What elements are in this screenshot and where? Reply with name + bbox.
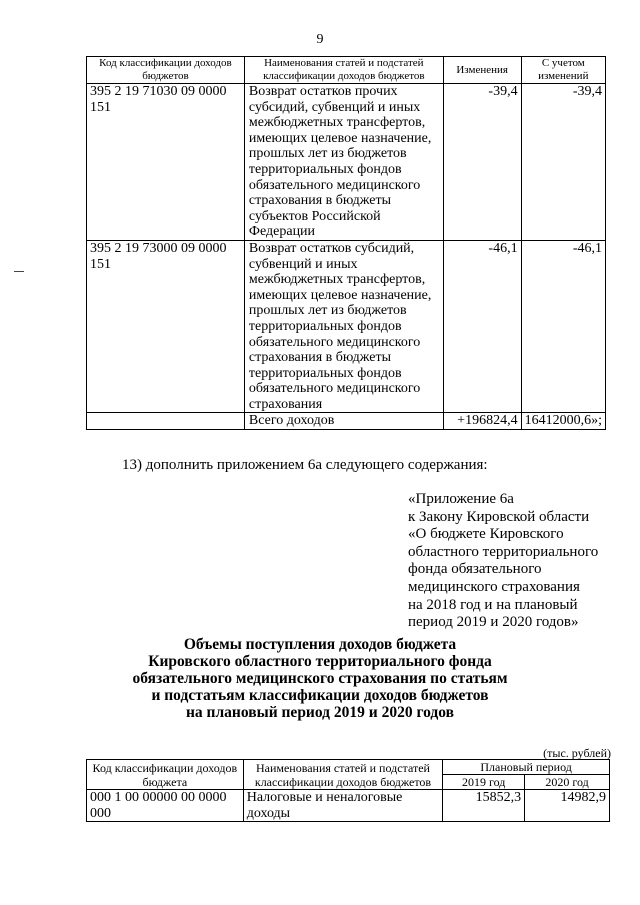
row-code: 395 2 19 73000 09 0000 151 <box>87 240 245 413</box>
unit-label: (тыс. рублей) <box>543 746 611 760</box>
planned-revenue-table <box>86 759 610 822</box>
table-row <box>87 84 606 241</box>
table-header-row <box>87 57 606 84</box>
header-year-2020: 2020 год <box>525 775 610 790</box>
header-with-change: С учетом изменений <box>521 57 605 84</box>
title-line: обязательного медицинского страхования по статьям <box>132 670 508 687</box>
row-with-change: -46,1 <box>521 240 605 413</box>
margin-mark <box>14 271 24 272</box>
appendix-line: период 2019 и 2020 годов» <box>408 614 579 631</box>
row-change: -39,4 <box>443 84 521 241</box>
appendix-line: медицинского страхования <box>408 578 580 595</box>
appendix-line: к Закону Кировской области <box>408 508 590 525</box>
header-period: Плановый период <box>443 760 610 775</box>
header-name: Наименования статей и подстатей классификации доходов бюджетов <box>244 57 443 84</box>
row-name: Возврат остатков прочих субсидий, субвенций и иных межбюджетных трансфертов, имеющих целевое назначение, прошлых лет из бюджетов территориальных фондов обязательного медицинского страхования в бюджеты субъектов Российской Федерации <box>244 84 443 241</box>
row-year-2020: 14982,9 <box>525 790 610 822</box>
amendment-paragraph: 13) дополнить приложением 6а следующего содержания: <box>122 457 488 473</box>
table-header-row <box>87 760 610 775</box>
title-line: и подстатьям классификации доходов бюджетов <box>151 687 489 704</box>
total-change: +196824,4 <box>443 413 521 430</box>
header-name: Наименования статей и подстатей классификации доходов бюджетов <box>243 760 443 790</box>
title-line: на плановый период 2019 и 2020 годов <box>186 704 454 721</box>
appendix-line: фонда обязательного <box>408 561 542 578</box>
title-line: Кировского областного территориального фонда <box>148 653 492 670</box>
total-row <box>87 413 606 430</box>
header-code: Код классификации доходов бюджетов <box>87 57 245 84</box>
page-number: 9 <box>316 32 324 47</box>
header-code: Код классификации доходов бюджета <box>87 760 244 790</box>
row-name: Возврат остатков субсидий, субвенций и иных межбюджетных трансфертов, имеющих целевое назначение, прошлых лет из бюджетов территориальных фондов обязательного медицинского страхования в бюджеты территориальных фондов обязательного медицинского страхования <box>244 240 443 413</box>
total-empty-cell <box>87 413 245 430</box>
revenue-changes-table <box>86 56 606 430</box>
appendix-line: «О бюджете Кировского <box>408 526 564 543</box>
header-change: Изменения <box>443 57 521 84</box>
appendix-reference <box>408 491 598 632</box>
row-with-change: -39,4 <box>521 84 605 241</box>
total-label: Всего доходов <box>244 413 443 430</box>
row-code: 000 1 00 00000 00 0000 000 <box>87 790 244 822</box>
row-change: -46,1 <box>443 240 521 413</box>
row-year-2019: 15852,3 <box>443 790 525 822</box>
table-row <box>87 790 610 822</box>
row-name: Налоговые и неналоговые доходы <box>243 790 443 822</box>
appendix-line: на 2018 год и на плановый <box>408 596 578 613</box>
appendix-line: «Приложение 6а <box>408 491 514 507</box>
section-title <box>120 636 520 721</box>
row-code: 395 2 19 71030 09 0000 151 <box>87 84 245 241</box>
table-row <box>87 240 606 413</box>
total-with-change: 16412000,6»; <box>521 413 605 430</box>
title-line: Объемы поступления доходов бюджета <box>183 636 457 653</box>
appendix-line: областного территориального <box>408 543 599 560</box>
header-year-2019: 2019 год <box>443 775 525 790</box>
